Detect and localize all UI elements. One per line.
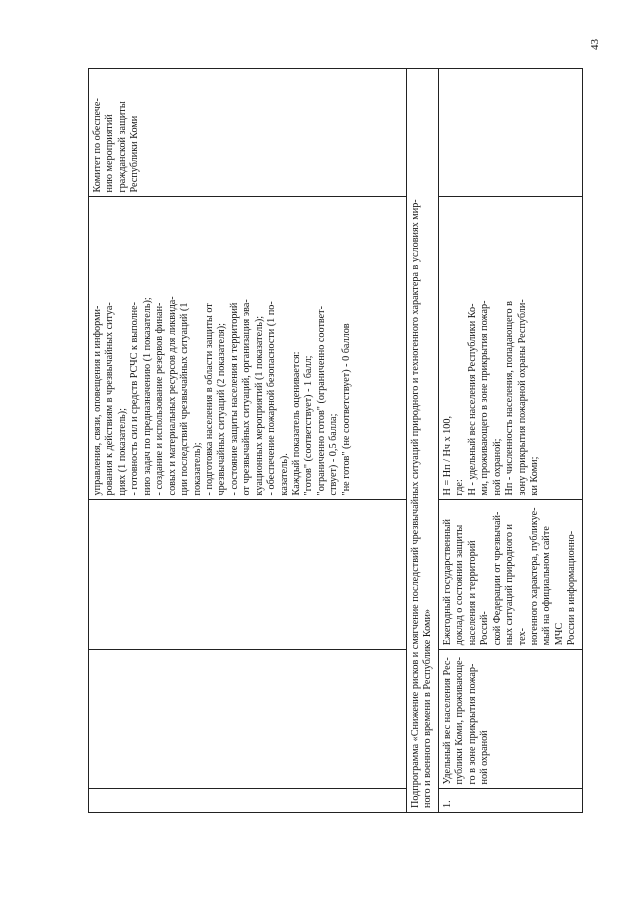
formula-line: нию задач по предназначению (1 показатель); bbox=[141, 297, 153, 496]
formula-line: - состояние защиты населения и территорий bbox=[228, 302, 240, 496]
indicator-line: публики Коми, проживающе- bbox=[454, 657, 466, 785]
row-number: 1. bbox=[438, 789, 582, 813]
formula-cell bbox=[438, 197, 582, 500]
source-line: Ежегодный государственный bbox=[441, 519, 453, 646]
formula-line: чрезвычайных ситуаций (2 показателя); bbox=[216, 323, 228, 496]
formula-line: Н = Нп / Нч х 100, bbox=[441, 416, 453, 496]
formula-line: Каждый показатель оценивается: bbox=[291, 351, 302, 496]
source-line: ской Федерации от чрезвычай- bbox=[491, 511, 503, 646]
formula-line: "ограниченно готов" (ограниченно соответ- bbox=[315, 305, 327, 496]
continuation-indicator-cell bbox=[89, 650, 407, 789]
continuation-num-cell bbox=[89, 789, 407, 813]
responsible-line: нию мероприятий bbox=[104, 114, 116, 193]
formula-line: - обеспечение пожарной безопасности (1 по- bbox=[266, 301, 278, 496]
formula-line: Н - удельный вес населения Республики Ко- bbox=[466, 303, 478, 496]
continuation-source-cell bbox=[89, 500, 407, 650]
responsible-line: Республики Коми bbox=[129, 115, 141, 193]
source-line: ногенного характера, публикуе- bbox=[528, 507, 540, 646]
indicator-line: го в зоне прикрытия пожар- bbox=[466, 663, 478, 785]
formula-line: где: bbox=[454, 479, 466, 496]
source-line: доклад о состоянии защиты bbox=[454, 524, 466, 646]
formula-line: совых и материальных ресурсов для ликвида- bbox=[166, 296, 178, 496]
source-line: России в информационно- bbox=[566, 530, 578, 646]
responsible-line: гражданской защиты bbox=[116, 101, 128, 193]
formula-line: Нп - численность населения, попадающего в bbox=[504, 301, 516, 496]
formula-line: показатель); bbox=[191, 442, 203, 496]
formula-line: ной охраной; bbox=[491, 438, 503, 496]
formula-line: - создание и использование резервов финан- bbox=[154, 302, 166, 496]
page-number: 43 bbox=[589, 39, 601, 50]
continuation-responsible-cell bbox=[89, 69, 407, 198]
formula-line: куационных мероприятий (1 показатель); bbox=[253, 315, 265, 496]
subprogram-title bbox=[407, 69, 439, 813]
formula-line: рования к действиям в чрезвычайных ситуа- bbox=[104, 302, 116, 496]
responsible-cell bbox=[438, 69, 582, 198]
formula-line: - подготовка населения в области защиты от bbox=[203, 303, 215, 496]
source-line: ных ситуаций природного и тех- bbox=[504, 524, 528, 646]
subprogram-line: Подпрограмма «Снижение рисков и смягчение последствий чрезвычайных ситуаций природного и техногенного характера в условиях мир- bbox=[410, 199, 421, 808]
indicator-table bbox=[88, 68, 583, 813]
source-cell bbox=[438, 500, 582, 650]
indicator-cell bbox=[438, 650, 582, 789]
rotated-table-area bbox=[88, 68, 578, 813]
formula-line: зону прикрытия пожарной охраны Республи- bbox=[516, 299, 528, 496]
formula-line: - готовность сил и средств РСЧС к выполне- bbox=[129, 302, 141, 496]
source-line: мый на официальном сайте МЧС bbox=[541, 526, 565, 646]
indicator-line: ной охраной bbox=[479, 730, 491, 785]
table-row bbox=[438, 69, 582, 813]
formula-line: ции последствий чрезвычайных ситуаций (1 bbox=[179, 302, 191, 496]
formula-line: управления, связи, оповещения и информи- bbox=[92, 305, 103, 496]
formula-line: "готов" (соответствует) - 1 балл; bbox=[303, 355, 315, 496]
responsible-line: Комитет по обеспече- bbox=[92, 98, 103, 193]
continuation-row bbox=[89, 69, 407, 813]
formula-line: от чрезвычайных ситуаций, организация эва- bbox=[241, 299, 253, 496]
formula-line: ми, проживающего в зоне прикрытия пожар- bbox=[479, 300, 491, 496]
formula-line: "не готов" (не соответствует) - 0 баллов bbox=[340, 323, 352, 496]
formula-line: казатель). bbox=[278, 453, 290, 496]
formula-line: ствует) - 0,5 балла; bbox=[328, 413, 340, 496]
subprogram-row bbox=[407, 69, 439, 813]
formula-line: циях (1 показатель); bbox=[116, 408, 128, 496]
source-line: населения и территорий Россий- bbox=[466, 540, 491, 646]
indicator-line: Удельный вес населения Рес- bbox=[441, 657, 453, 785]
formula-line: ки Коми; bbox=[528, 456, 540, 496]
continuation-formula-cell bbox=[89, 197, 407, 500]
subprogram-line: ного и военного времени в Республике Коми» bbox=[422, 608, 434, 808]
